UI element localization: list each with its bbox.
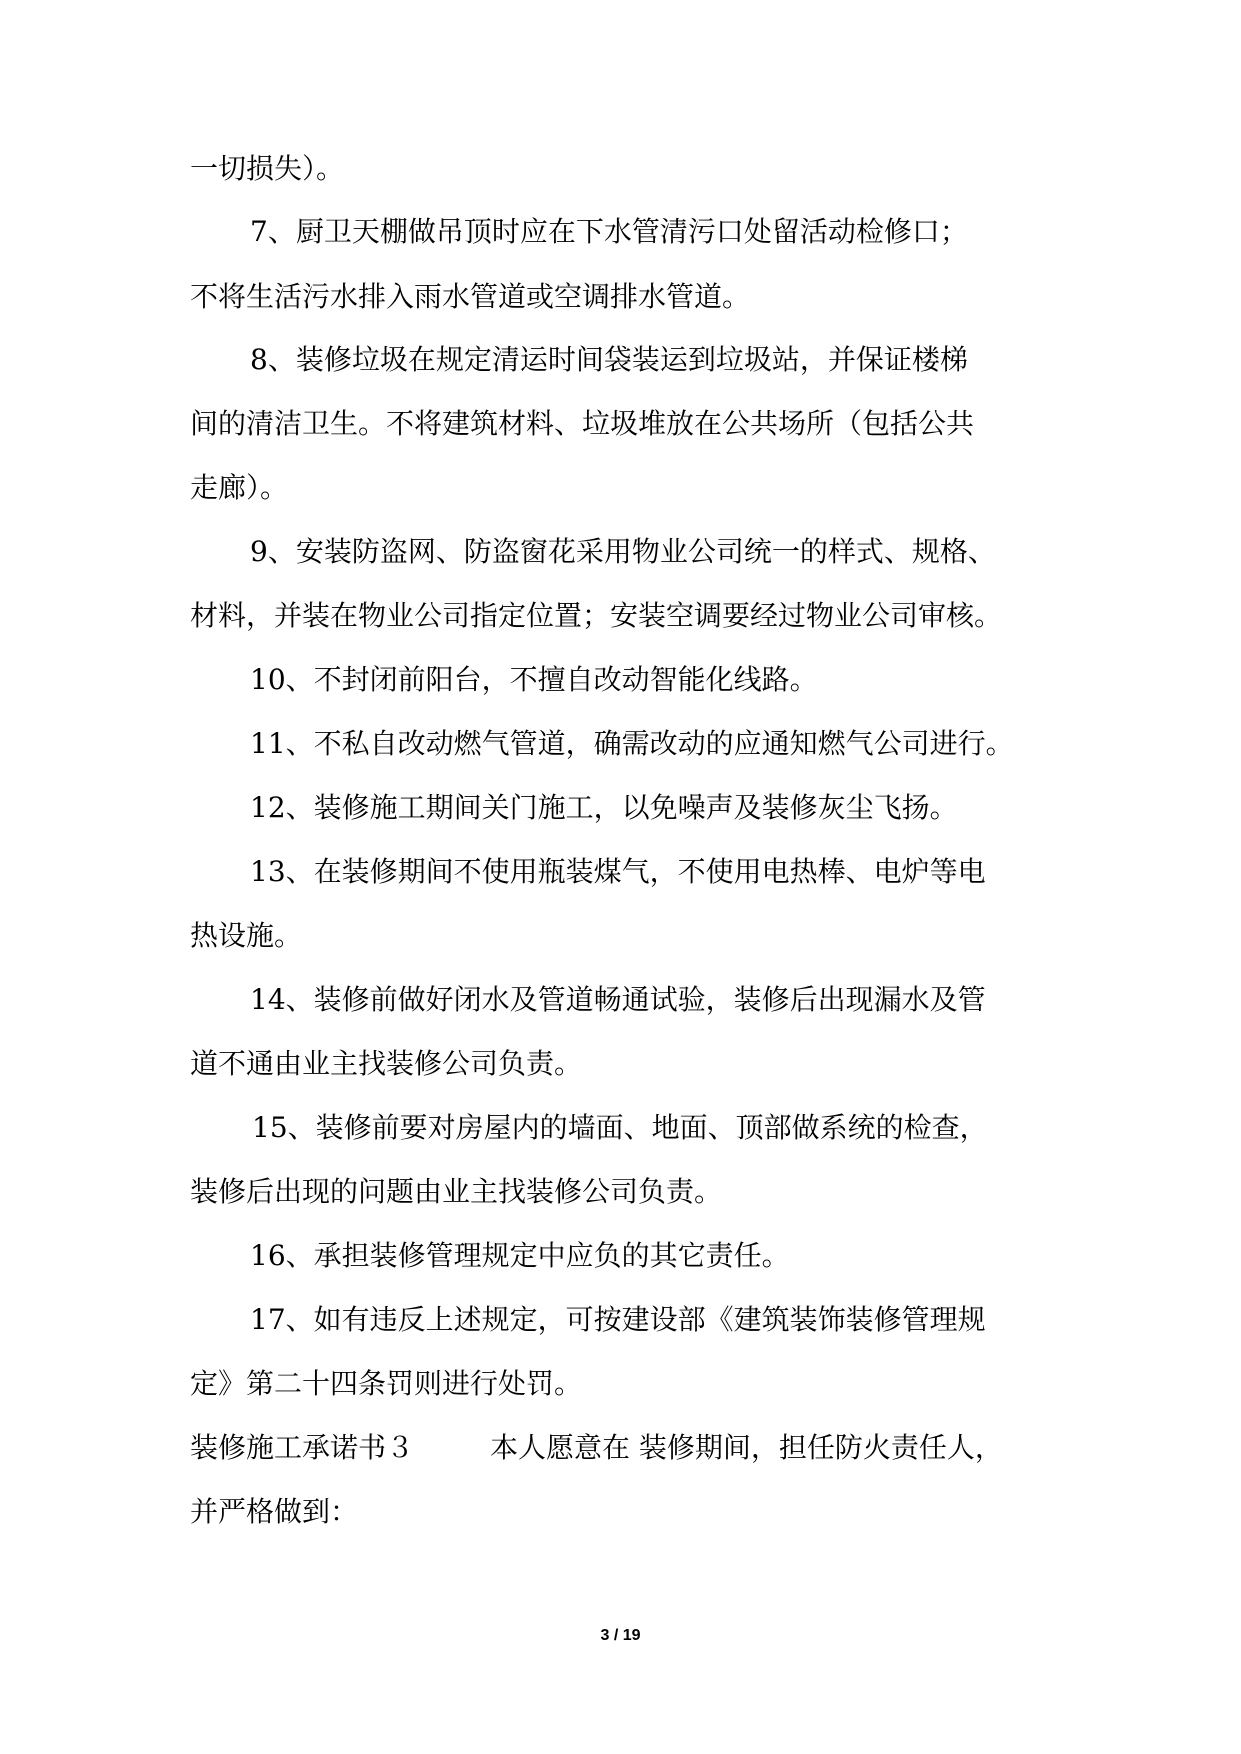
line-text: 并严格做到：: [190, 1495, 359, 1528]
line-text: 13、在装修期间不使用瓶装煤气，不使用电热棒、电炉等电: [250, 855, 986, 888]
line-text: 12、装修施工期间关门施工，以免噪声及装修灰尘飞扬。: [250, 791, 958, 824]
line-text: 11、不私自改动燃气管道，确需改动的应通知燃气公司进行。: [250, 727, 1014, 760]
line-text: 不将生活污水排入雨水管道或空调排水管道。: [190, 280, 751, 313]
line-text: 10、不封闭前阳台，不擅自改动智能化线路。: [250, 663, 818, 696]
line-text: 7、厨卫天棚做吊顶时应在下水管清污口处留活动检修口；: [250, 215, 968, 248]
line-text: 材料，并装在物业公司指定位置；安装空调要经过物业公司审核。: [190, 599, 1003, 632]
line-text: 16、承担装修管理规定中应负的其它责任。: [250, 1239, 790, 1272]
line-text: 本人愿意在 装修期间，担任防火责任人，: [490, 1431, 1003, 1464]
line-text: 道不通由业主找装修公司负责。: [190, 1047, 583, 1080]
line-text: 定》第二十四条罚则进行处罚。: [190, 1367, 583, 1400]
line-text: 一切损失）。: [190, 152, 345, 185]
line-text: 15、装修前要对房屋内的墙面、地面、顶部做系统的检查，: [252, 1111, 988, 1144]
page-number: 3 / 19: [600, 1627, 641, 1644]
line-text: 14、装修前做好闭水及管道畅通试验，装修后出现漏水及管: [250, 983, 986, 1016]
section-heading: 装修施工承诺书３: [190, 1431, 415, 1464]
line-text: 8、装修垃圾在规定清运时间袋装运到垃圾站，并保证楼梯: [250, 343, 968, 376]
line-text: 热设施。: [190, 919, 303, 952]
line-text: 间的清洁卫生。不将建筑材料、垃圾堆放在公共场所（包括公共: [190, 407, 975, 440]
line-text: 走廊）。: [190, 471, 289, 504]
line-text: 9、安装防盗网、防盗窗花采用物业公司统一的样式、规格、: [250, 535, 996, 568]
line-text: 17、如有违反上述规定，可按建设部《建筑装饰装修管理规: [250, 1303, 986, 1336]
line-text: 装修后出现的问题由业主找装修公司负责。: [190, 1175, 723, 1208]
